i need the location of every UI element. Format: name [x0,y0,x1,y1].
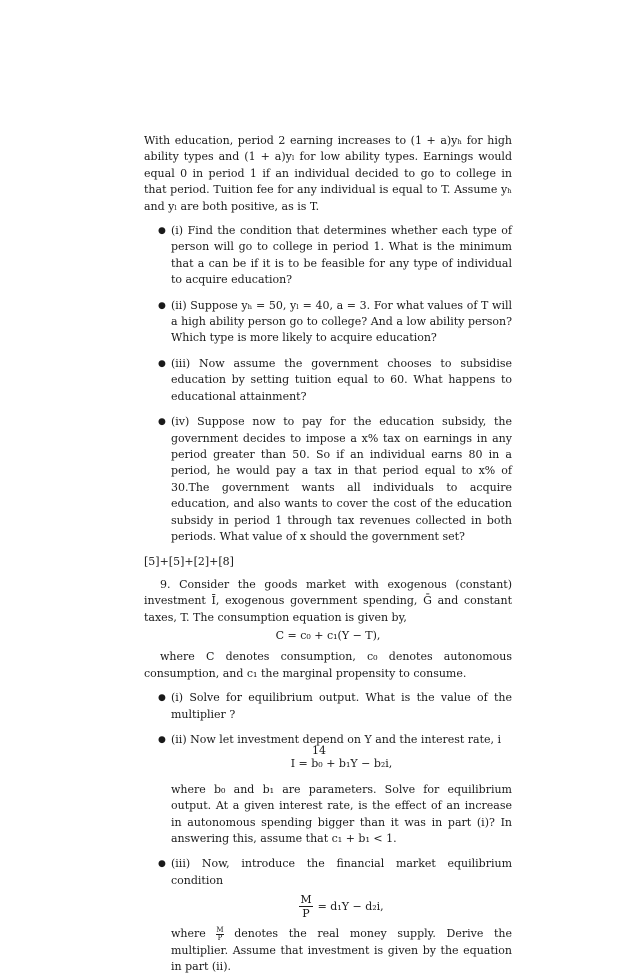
fraction-numerator: M [216,925,224,934]
bullet-icon: ● [158,300,166,311]
investment-equation: I = b₀ + b₁Y − b₂i, [290,757,393,771]
q9-intro-paragraph: 9. Consider the goods market with exogenous (constant) investment Ī, exogenous government spending, Ḡ and constant taxes, T. The consumption equation is given by, [144,577,512,624]
list-item-text: (ii) Suppose yₕ = 50, yₗ = 40, a = 3. For what values of T will a high ability person go to college? And a low ability person? Which type is more likely to acquire education? [171,298,512,345]
bullet-icon: ● [158,859,166,870]
inline-m-over-p-fraction [216,927,223,942]
list-item [144,414,512,545]
marks-allocation: [5]+[5]+[2]+[8] [144,555,234,569]
list-item [144,856,512,975]
list-item-text: (iv) Suppose now to pay for the education subsidy, the government decides to impose a x% tax on earnings in any period greater than 50. So if an individual earns 80 in a period, he would pay a tax in that period equal to x% of 30.The government wants all individuals to acquire education, and also wants to cover the cost of the education subsidy in period 1 through tax revenues collected in both periods. What value of x should the government set? [171,415,512,543]
list-item [144,298,512,347]
q9-item-list [144,690,512,975]
bullet-icon: ● [158,358,166,369]
bullet-icon: ● [158,735,166,745]
list-item [144,223,512,289]
list-item-text: (ii) Now let investment depend on Y and the interest rate, i [171,733,502,746]
fraction-denominator: P [217,933,223,942]
money-market-equation [171,893,512,920]
where-word: where [171,927,206,941]
page-number: 14 [312,744,326,757]
q8-item-list [144,223,512,545]
consumption-equation: C = c₀ + c₁(Y − T), [275,628,381,642]
q9-where-paragraph: where C denotes consumption, c₀ denotes autonomous consumption, and c₁ the marginal propensity to consume. [144,650,512,680]
intro-paragraph: With education, period 2 earning increases to (1 + a)yₕ for high ability types and (1 + a)yₗ for low ability types. Earnings would equal 0 in period 1 if an individual decided to go to college in that period. Tuition fee for any individual is equal to T. Assume yₕ and yₗ are both positive, as is T. [144,134,512,213]
equation-rhs: = d₁Y − d₂i, [317,899,384,913]
q9-ii-paragraph: where b₀ and b₁ are parameters. Solve for equilibrium output. At a given interest rate, is the effect of an increase in autonomous spending bigger than it was in part (i)? In answering this, assume that c₁ + b₁ < 1. [171,782,512,846]
bullet-icon: ● [158,693,166,704]
list-item-text: (iii) Now assume the government chooses to subsidise education by setting tuition equal to 60. What happens to educational attainment? [171,356,512,403]
list-item [144,690,512,723]
q9-iii-text: denotes the real money supply. Derive the multiplier. Assume that investment is given by the equation in part (ii). [171,927,513,974]
fraction-numerator: M [300,893,312,907]
list-item-text: (i) Solve for equilibrium output. What is the value of the multiplier ? [171,691,512,721]
q9-iii-paragraph [171,926,512,975]
list-item [144,356,512,405]
fraction-denominator: P [302,907,310,921]
bullet-icon: ● [158,417,166,428]
list-item-text: (iii) Now, introduce the financial market equilibrium condition [171,857,512,887]
bullet-icon: ● [158,226,166,237]
m-over-p-fraction [299,893,312,920]
list-item-text: (i) Find the condition that determines whether each type of person will go to college in period 1. What is the minimum that a can be if it is to be feasible for any type of individual to acquire education? [171,224,512,287]
